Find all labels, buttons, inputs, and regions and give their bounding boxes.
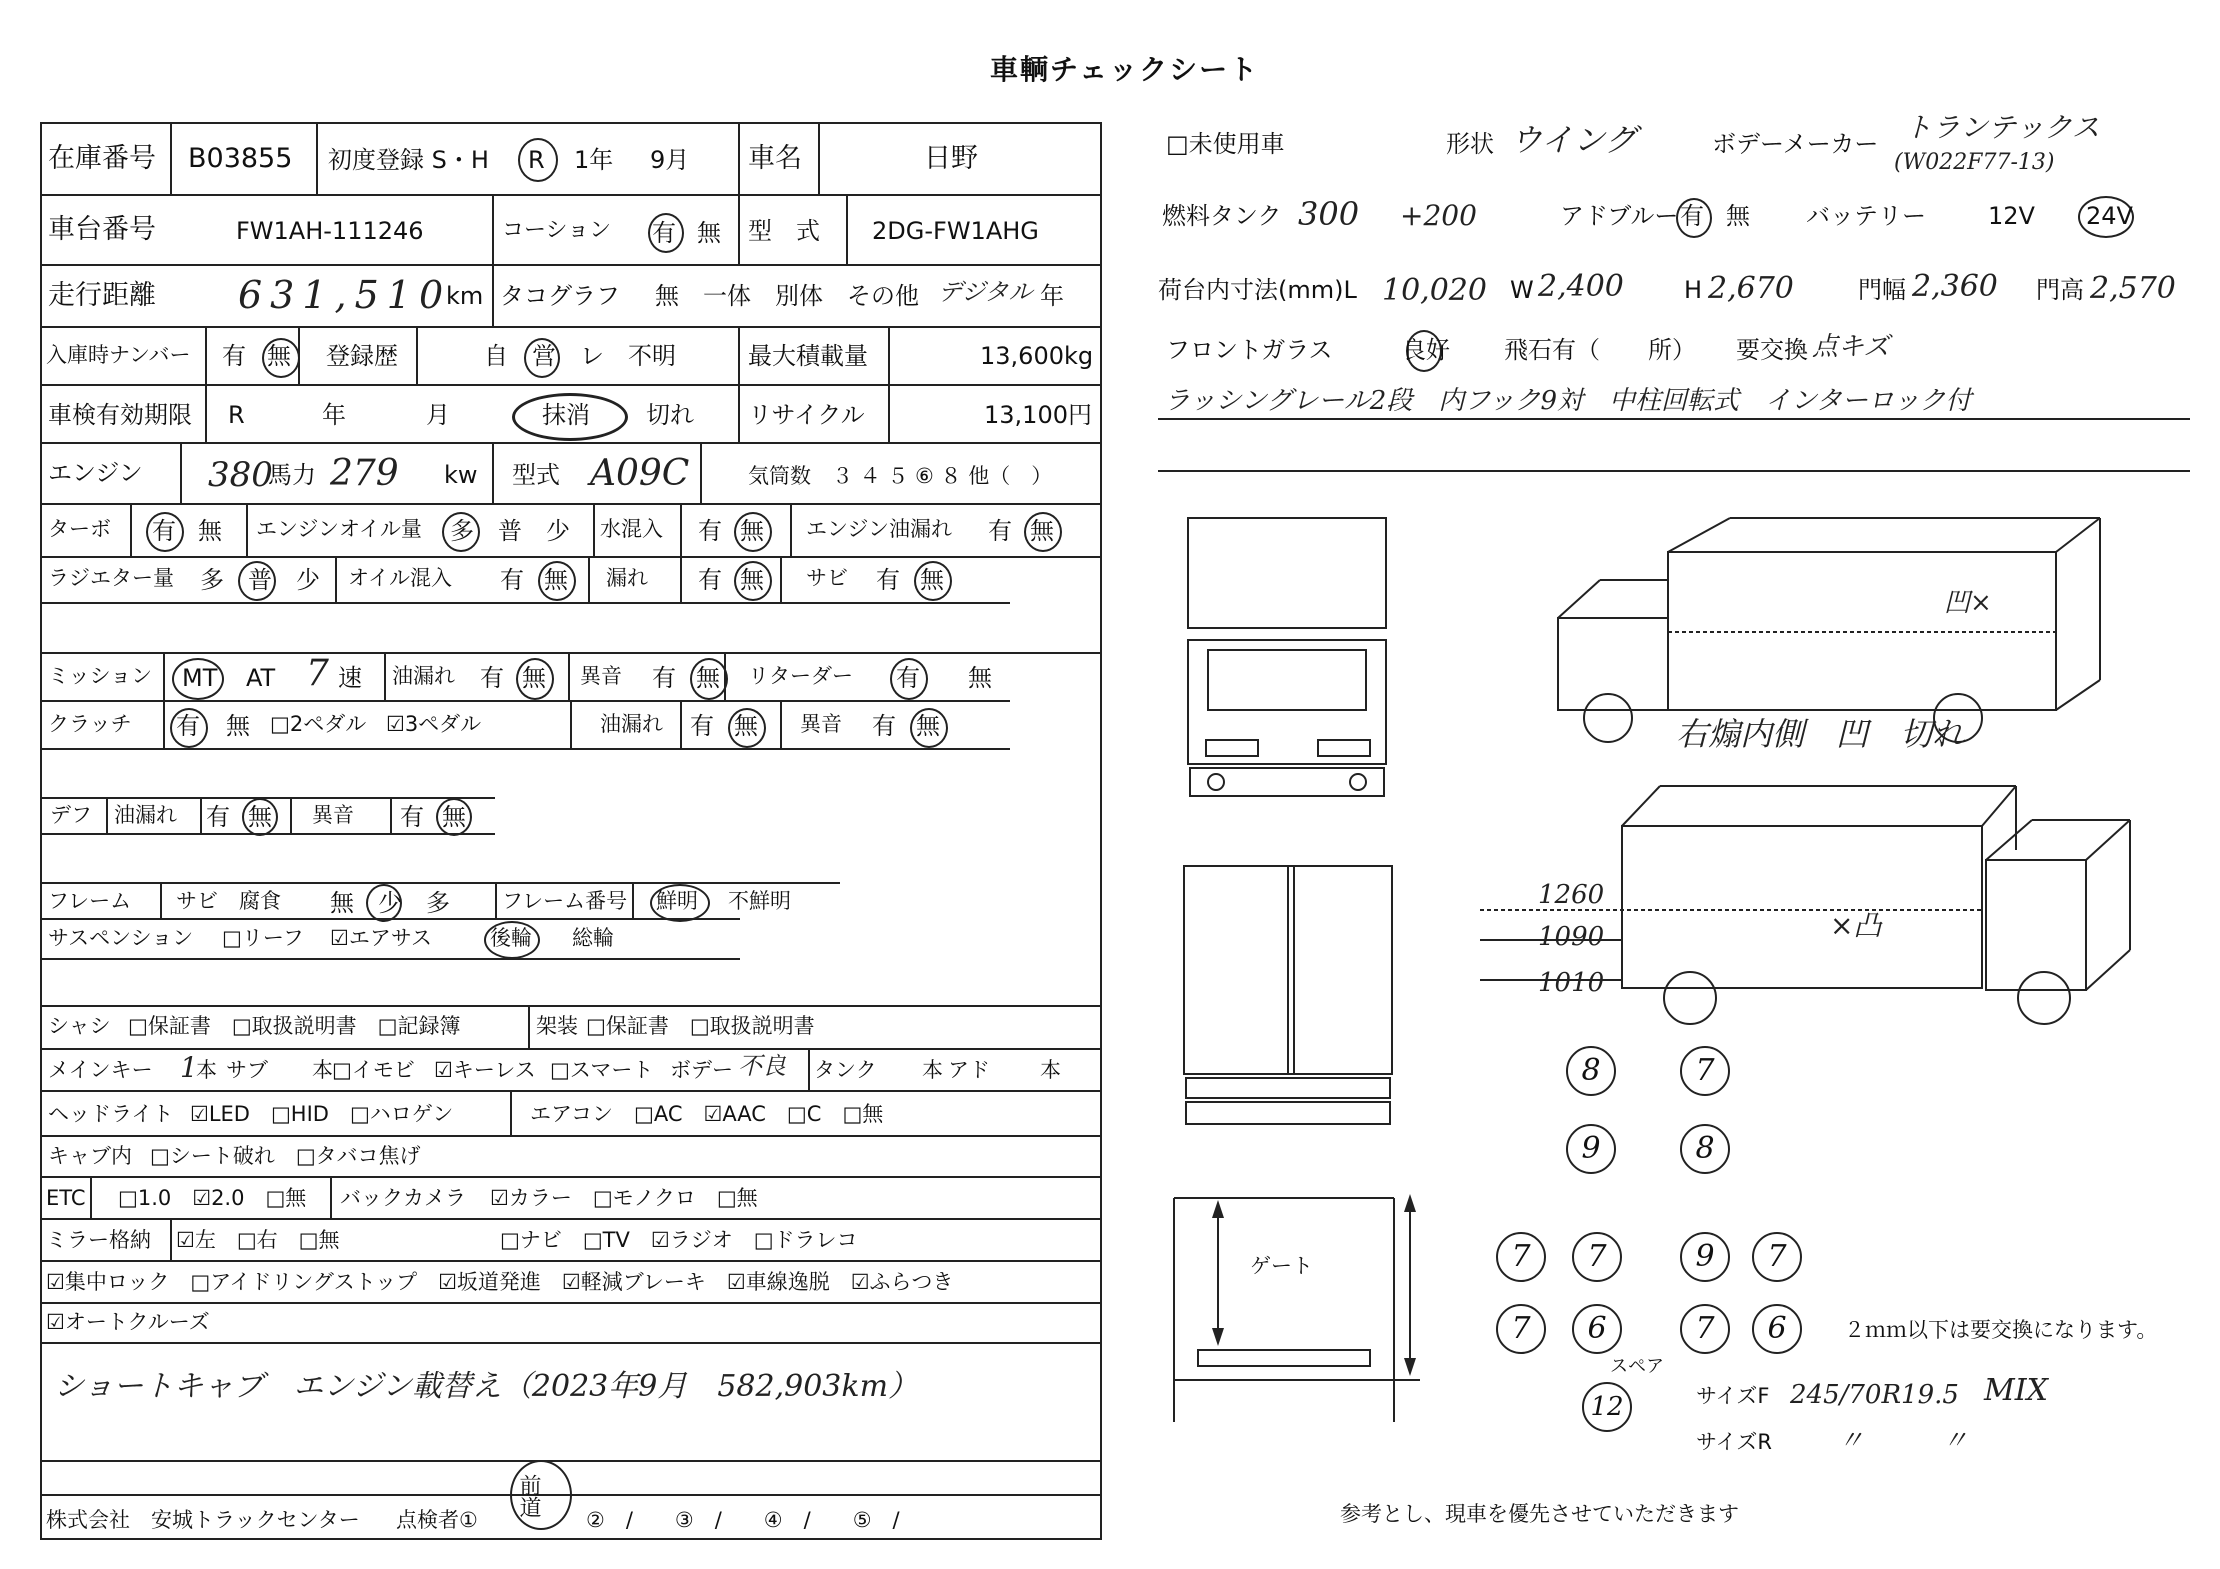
tire-size-front-extra: MIX <box>1984 1373 2048 1408</box>
tank-key-label: タンク <box>814 1058 877 1082</box>
adblue-label: アドブルー <box>1560 202 1679 230</box>
retarder-no: 無 <box>968 664 992 692</box>
clutch-label: クラッチ <box>48 712 132 736</box>
replace-note: 点キズ <box>1812 332 1890 362</box>
plate-no: 無 <box>267 342 291 370</box>
chassis-docs-items: □保証書 □取扱説明書 □記録簿 <box>128 1014 461 1038</box>
adblue-yes: 有 <box>1680 202 1704 230</box>
model: 2DG-FW1AHG <box>872 217 1039 245</box>
battery-label: バッテリー <box>1806 202 1926 230</box>
immobilizer: □イモビ <box>332 1058 415 1082</box>
tire-size-front-label: サイズF <box>1696 1384 1770 1408</box>
inspection-month: 月 <box>426 401 450 429</box>
diff-noise-label: 異音 <box>312 803 354 827</box>
clutch-noise-label: 異音 <box>800 712 842 736</box>
engine-oil-leak-no: 無 <box>1030 517 1054 545</box>
tire-rear-1-4: 7 <box>1752 1232 1802 1282</box>
tacho-digital: デジタル <box>938 278 1033 306</box>
spare-tire: 12 <box>1582 1382 1632 1432</box>
suspension-leaf: □リーフ <box>222 926 304 950</box>
page-title: 車輌チェックシート <box>990 53 1260 86</box>
tire-size-rear: 〃 〃 <box>1838 1426 1969 1456</box>
tire-rear-2-4: 6 <box>1752 1304 1802 1354</box>
height-1090: 1090 <box>1538 922 1605 952</box>
retarder-yes: 有 <box>896 664 920 692</box>
diff-leak-label: 油漏れ <box>114 803 177 827</box>
oil-amount-label: エンジンオイル量 <box>256 517 422 541</box>
mission-mt: MT <box>182 664 218 692</box>
nav-items: □ナビ □TV ☑ラジオ □ドラレコ <box>500 1228 858 1252</box>
history-options: 自 営 レ 不明 <box>484 342 676 370</box>
headlight-items: ☑LED □HID □ハロゲン <box>190 1102 454 1126</box>
first-registration-era: R <box>528 146 545 174</box>
kilowatt: 279 <box>330 453 399 494</box>
replace-label: 要交換 <box>1736 336 1808 364</box>
engine-model-label: 型式 <box>512 461 560 489</box>
max-load: 13,600kg <box>980 342 1094 370</box>
mission-noise-no: 無 <box>696 664 720 692</box>
mirror-items: ☑左 □右 □無 <box>176 1228 340 1252</box>
inspection-cancelled: 抹消 <box>542 401 590 429</box>
tire-front-4: 8 <box>1680 1124 1730 1174</box>
company-name: 株式会社 安城トラックセンター <box>46 1508 360 1532</box>
turbo-label: ターボ <box>48 517 111 541</box>
leak-label: 漏れ <box>606 566 648 590</box>
inspection-label: 車検有効期限 <box>48 401 192 429</box>
diff-leak-yes: 有 <box>206 803 230 831</box>
chassis-number: FW1AH-111246 <box>236 217 424 245</box>
body-maker-label: ボデーメーカー <box>1712 130 1879 158</box>
oil-amount-options: 多 普 少 <box>450 517 570 545</box>
door-width: 2,360 <box>1912 269 1998 304</box>
radiator-label: ラジエター量 <box>48 566 174 590</box>
mission-leak-label: 油漏れ <box>392 664 455 688</box>
dent-note-side: ×凸 <box>1830 909 1882 942</box>
engine-label: エンジン <box>48 459 143 487</box>
water-mix-label: 水混入 <box>600 517 663 541</box>
right-side-note: 右煽内側 凹 切れ <box>1676 715 1965 753</box>
suspension-label: サスペンション <box>48 926 194 950</box>
cylinder-label: 気筒数 ３ ４ ５ ⑥ ８ 他（ ） <box>748 464 1053 488</box>
sub-key-label: サブ <box>226 1058 268 1082</box>
mission-speeds: 7 <box>306 653 329 694</box>
suspension-all: 総輪 <box>572 926 614 950</box>
height-1260: 1260 <box>1538 880 1605 910</box>
turbo-yes: 有 <box>152 517 176 545</box>
plate-yes: 有 <box>222 342 246 370</box>
stock-number-label: 在庫番号 <box>48 143 156 174</box>
door-width-label: 門幅 <box>1858 276 1906 304</box>
rust-label: サビ <box>806 566 848 590</box>
tire-rear-2-3: 7 <box>1680 1304 1730 1354</box>
tacho-options: 無 一体 別体 その他 <box>655 282 919 310</box>
ad-key-unit: 本 <box>1040 1058 1061 1082</box>
leak-yes: 有 <box>698 566 722 594</box>
cab-label: キャブ内 <box>48 1144 132 1168</box>
vehicle-name-label: 車名 <box>748 143 802 174</box>
water-mix-yes: 有 <box>698 517 722 545</box>
tire-rear-1-3: 9 <box>1680 1232 1730 1282</box>
leak-no: 無 <box>740 566 764 594</box>
inspector-stamp-text: 前道 <box>516 1474 541 1518</box>
tire-front-3: 9 <box>1566 1124 1616 1174</box>
main-key-count: 1 <box>180 1051 198 1084</box>
inspector-label: 点検者① <box>396 1508 478 1532</box>
mileage-unit: km <box>446 282 484 310</box>
recycle-fee: 13,100円 <box>984 401 1092 429</box>
bed-dims-label: 荷台内寸法(mm)L <box>1158 276 1357 304</box>
handwritten-notes: ショートキャブ エンジン載替え（2023年9月 582,903km） <box>54 1369 919 1404</box>
kilowatt-label: kw <box>444 461 478 489</box>
bed-height: 2,670 <box>1708 271 1794 306</box>
frame-label: フレーム <box>48 889 132 913</box>
oil-mix-label: オイル混入 <box>348 566 452 590</box>
keyless: ☑キーレス <box>434 1058 536 1082</box>
bed-length: 10,020 <box>1382 273 1487 308</box>
ad-key-label: アド <box>948 1058 990 1082</box>
engine-model: A09C <box>590 453 690 494</box>
sub-key-unit: 本 <box>312 1058 333 1082</box>
inspection-expired: 切れ <box>646 401 694 429</box>
back-camera-items: ☑カラー □モノクロ □無 <box>490 1186 758 1210</box>
battery-24v: 24V <box>2086 202 2133 230</box>
stone-chip-label: 飛石有（ 所） <box>1504 336 1696 364</box>
clutch-noise-yes: 有 <box>872 712 896 740</box>
tire-note: ２ｍｍ以下は要交換になります。 <box>1844 1318 2158 1342</box>
max-load-label: 最大積載量 <box>748 342 868 370</box>
diff-label: デフ <box>50 803 92 827</box>
horsepower: 380 <box>208 455 273 495</box>
battery-12v: 12V <box>1988 202 2035 230</box>
turbo-no: 無 <box>198 517 222 545</box>
mission-speed-label: 速 <box>338 664 362 692</box>
smart-key: □スマート <box>550 1058 654 1082</box>
rust-no: 無 <box>920 566 944 594</box>
mission-leak-no: 無 <box>522 664 546 692</box>
mirror-label: ミラー格納 <box>46 1228 151 1252</box>
aircon-items: □AC ☑AAC □C □無 <box>634 1102 884 1126</box>
model-label: 型 式 <box>748 217 820 245</box>
bed-width-label: W <box>1510 276 1534 304</box>
fuel-tank-extra: +200 <box>1400 199 1477 232</box>
keys-label: メインキー <box>48 1058 153 1082</box>
body-key-label: ボデー <box>670 1058 733 1082</box>
disclaimer: 参考とし、現車を優先させていただきます <box>1340 1502 1739 1526</box>
clutch-leak-yes: 有 <box>690 712 714 740</box>
frame-number-unclear: 不鮮明 <box>728 889 791 913</box>
shape-label: 形状 <box>1446 130 1494 158</box>
mileage: 631,510 <box>238 273 452 317</box>
dent-note-top: 凹× <box>1944 588 1992 618</box>
tire-rear-1-2: 7 <box>1572 1232 1622 1282</box>
body-key-note: 不良 <box>738 1052 786 1080</box>
diff-noise-yes: 有 <box>400 803 424 831</box>
tacho-label: タコグラフ <box>500 282 620 310</box>
suspension-rear: 後輪 <box>490 926 532 950</box>
caution-no: 無 <box>697 219 721 247</box>
frame-rust-options: 無 少 多 <box>330 889 450 917</box>
body-docs-items: □保証書 □取扱説明書 <box>586 1014 815 1038</box>
main-key-unit: 本 <box>196 1058 217 1082</box>
first-registration-label: 初度登録 S・H <box>328 146 489 174</box>
vehicle-name: 日野 <box>924 143 978 174</box>
retarder-label: リターダー <box>748 664 853 688</box>
history-label: 登録歴 <box>326 342 398 370</box>
mission-noise-yes: 有 <box>652 664 676 692</box>
aircon-label: エアコン <box>530 1102 613 1126</box>
diff-noise-no: 無 <box>442 803 466 831</box>
door-height-label: 門高 <box>2036 276 2084 304</box>
caution-yes: 有 <box>652 219 676 247</box>
radiator-options: 多 普 少 <box>200 566 320 594</box>
clutch-noise-no: 無 <box>916 712 940 740</box>
tire-front-2: 7 <box>1680 1046 1730 1096</box>
clutch-yes: 有 <box>176 712 200 740</box>
etc-label: ETC <box>46 1186 86 1210</box>
tacho-year: 年 <box>1040 282 1064 310</box>
etc-items: □1.0 ☑2.0 □無 <box>118 1186 307 1210</box>
options-row-1: ☑集中ロック □アイドリングストップ ☑坂道発進 ☑軽減ブレーキ ☑車線逸脱 ☑ふらつき <box>46 1270 954 1294</box>
windshield-label: フロントガラス <box>1166 336 1333 364</box>
engine-oil-leak-yes: 有 <box>988 517 1012 545</box>
plate-label: 入庫時ナンバー <box>46 343 191 367</box>
engine-oil-leak-label: エンジン油漏れ <box>806 517 952 541</box>
water-mix-no: 無 <box>740 517 764 545</box>
fuel-tank: 300 <box>1298 195 1360 233</box>
inspection-era: R <box>228 401 245 429</box>
chassis-docs-label: シャシ <box>48 1014 111 1038</box>
clutch-leak-label: 油漏れ <box>600 712 663 736</box>
equipment-notes: ラッシングレール2段 内フック9対 中柱回転式 インターロック付 <box>1164 386 1972 416</box>
suspension-air: ☑エアサス <box>330 926 432 950</box>
oil-mix-yes: 有 <box>500 566 524 594</box>
clutch-2-pedal: □2ペダル <box>270 712 367 736</box>
body-maker: トランテックス <box>1904 111 2100 144</box>
mission-leak-yes: 有 <box>480 664 504 692</box>
bed-width: 2,400 <box>1538 269 1624 304</box>
tire-rear-2-1: 7 <box>1496 1304 1546 1354</box>
mission-label: ミッション <box>48 664 153 688</box>
mission-noise-label: 異音 <box>580 664 622 688</box>
windshield-good: 良好 <box>1402 336 1450 364</box>
tire-size-front: 245/70R19.5 <box>1790 1380 1959 1410</box>
back-camera-label: バックカメラ <box>340 1186 466 1210</box>
body-docs-label: 架装 <box>536 1014 578 1038</box>
mission-at: AT <box>246 664 276 692</box>
diff-leak-no: 無 <box>248 803 272 831</box>
tire-rear-2-2: 6 <box>1572 1304 1622 1354</box>
frame-number-clear: 鮮明 <box>656 889 698 913</box>
body-maker-model: (W022F77-13) <box>1894 150 2055 175</box>
stock-number: B03855 <box>188 143 293 174</box>
caution-label: コーション <box>502 218 612 243</box>
unused-vehicle: □未使用車 <box>1166 130 1285 158</box>
inspection-year: 年 <box>322 401 346 429</box>
chassis-number-label: 車台番号 <box>48 214 156 245</box>
spare-label: スペア <box>1610 1356 1664 1377</box>
clutch-leak-no: 無 <box>734 712 758 740</box>
tire-size-rear-label: サイズR <box>1696 1430 1772 1454</box>
first-registration-year: 1年 <box>574 146 614 174</box>
tank-key-unit: 本 <box>922 1058 943 1082</box>
tire-rear-1-1: 7 <box>1496 1232 1546 1282</box>
clutch-no: 無 <box>226 712 250 740</box>
headlight-label: ヘッドライト <box>48 1102 174 1126</box>
oil-mix-no: 無 <box>544 566 568 594</box>
horsepower-label: 馬力 <box>268 461 316 489</box>
inspector-slots: ② / ③ / ④ / ⑤ / <box>586 1508 900 1532</box>
shape: ウイング <box>1510 121 1637 159</box>
cab-items: □シート破れ □タバコ焦げ <box>150 1144 421 1168</box>
gate-label: ゲート <box>1250 1254 1313 1278</box>
door-height: 2,570 <box>2090 271 2176 306</box>
frame-number-label: フレーム番号 <box>502 889 628 913</box>
options-row-2: ☑オートクルーズ <box>46 1310 210 1334</box>
mileage-label: 走行距離 <box>48 280 156 311</box>
frame-rust-label: サビ 腐食 <box>176 889 281 913</box>
tire-front-1: 8 <box>1566 1046 1616 1096</box>
rust-yes: 有 <box>876 566 900 594</box>
height-1010: 1010 <box>1538 968 1605 998</box>
clutch-3-pedal: ☑3ペダル <box>386 712 482 736</box>
adblue-no: 無 <box>1726 202 1750 230</box>
bed-height-label: H <box>1684 276 1703 304</box>
fuel-tank-label: 燃料タンク <box>1162 202 1282 230</box>
first-registration-month: 9月 <box>650 146 690 174</box>
recycle-label: リサイクル <box>748 401 865 429</box>
